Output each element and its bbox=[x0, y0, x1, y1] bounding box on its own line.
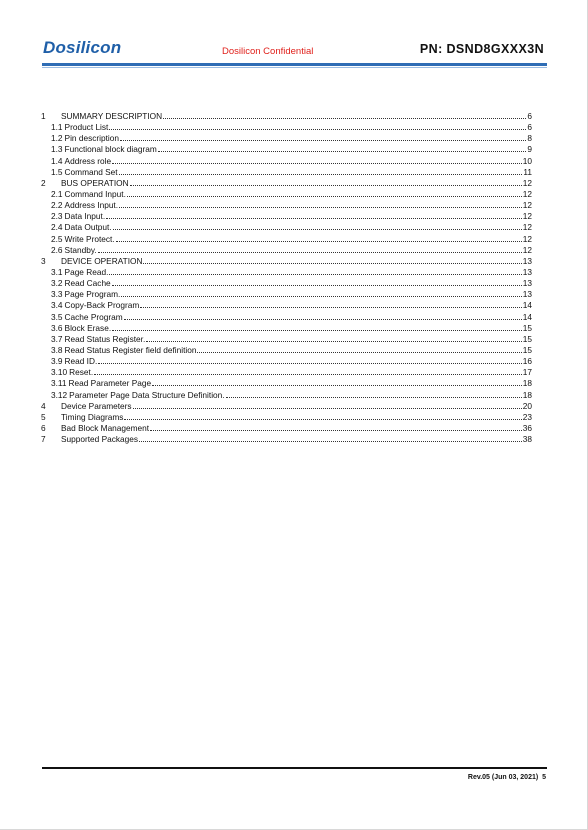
toc-leader-dots bbox=[146, 335, 522, 342]
toc-entry-page: 20 bbox=[522, 400, 532, 411]
toc-entry-number: 3.7 bbox=[51, 333, 63, 344]
toc-entry-page: 9 bbox=[527, 144, 532, 155]
toc-entry-title: Read ID. bbox=[64, 356, 98, 367]
toc-entry[interactable] bbox=[41, 267, 532, 278]
part-number: PN: DSND8GXXX3N bbox=[419, 42, 544, 56]
toc-leader-dots bbox=[98, 357, 521, 364]
toc-entry[interactable] bbox=[41, 144, 532, 155]
toc-entry-number: 3.8 bbox=[51, 344, 63, 355]
toc-entry-page: 38 bbox=[522, 434, 532, 445]
toc-leader-dots bbox=[139, 435, 522, 442]
toc-leader-dots bbox=[127, 190, 522, 197]
toc-leader-dots bbox=[124, 313, 522, 320]
toc-entry-title: Parameter Page Data Structure Definition. bbox=[69, 389, 225, 400]
toc-entry[interactable] bbox=[41, 189, 532, 200]
toc-entry-number: 3.10 bbox=[51, 367, 68, 378]
toc-entry[interactable] bbox=[41, 234, 532, 245]
toc-entry[interactable] bbox=[41, 367, 532, 378]
toc-entry-number: 4 bbox=[41, 400, 46, 411]
toc-entry-title: Address Input. bbox=[64, 200, 119, 211]
toc-entry-number: 2.4 bbox=[51, 222, 63, 233]
toc-leader-dots bbox=[140, 301, 522, 308]
toc-leader-dots bbox=[197, 346, 521, 353]
toc-entry-page: 14 bbox=[522, 311, 532, 322]
toc-entry-page: 12 bbox=[522, 211, 532, 222]
toc-entry-number: 1.2 bbox=[51, 133, 63, 144]
toc-entry-title: Device Parameters bbox=[61, 400, 132, 411]
toc-entry-number: 5 bbox=[41, 411, 46, 422]
toc-entry-number: 3.2 bbox=[51, 278, 63, 289]
toc-entry-title: SUMMARY DESCRIPTION bbox=[61, 111, 163, 121]
page-number: 5 bbox=[542, 774, 546, 781]
toc-entry-title: Write Protect. bbox=[64, 233, 115, 244]
toc-entry-page: 13 bbox=[522, 266, 532, 277]
toc-entry-number: 3.12 bbox=[51, 389, 68, 400]
toc-entry-title: Command Input. bbox=[64, 188, 126, 199]
toc-leader-dots bbox=[94, 368, 522, 375]
toc-leader-dots bbox=[119, 201, 522, 208]
toc-entry-number: 3 bbox=[41, 255, 46, 266]
toc-entry-number: 3.9 bbox=[51, 356, 63, 367]
toc-leader-dots bbox=[121, 290, 521, 297]
toc-entry-page: 16 bbox=[522, 356, 532, 367]
toc-entry[interactable] bbox=[41, 178, 532, 189]
toc-entry-page: 10 bbox=[522, 155, 532, 166]
toc-entry-title: Page Program. bbox=[64, 289, 121, 300]
toc-entry-number: 2.5 bbox=[51, 233, 63, 244]
toc-leader-dots bbox=[120, 134, 526, 141]
toc-entry-page: 12 bbox=[522, 244, 532, 255]
toc-entry-number: 2.6 bbox=[51, 244, 63, 255]
revision-label: Rev.05 (Jun 03, 2021) bbox=[467, 774, 539, 781]
toc-entry-number: 2.2 bbox=[51, 200, 63, 211]
toc-leader-dots bbox=[119, 168, 523, 175]
toc-entry-number: 3.3 bbox=[51, 289, 63, 300]
toc-entry-number: 1.1 bbox=[51, 122, 63, 133]
toc-entry-title: BUS OPERATION bbox=[61, 177, 129, 188]
toc-leader-dots bbox=[130, 179, 522, 186]
toc-leader-dots bbox=[106, 212, 522, 219]
toc-leader-dots bbox=[109, 123, 526, 130]
toc-entry-title: DEVICE OPERATION bbox=[61, 255, 143, 266]
toc-entry-title: Data Output. bbox=[64, 222, 112, 233]
toc-entry-title: Read Status Register field definition bbox=[64, 344, 197, 355]
toc-entry-page: 12 bbox=[522, 177, 532, 188]
footer-divider bbox=[42, 767, 547, 769]
toc-entry-number: 2 bbox=[41, 177, 46, 188]
toc-leader-dots bbox=[109, 268, 521, 275]
toc-entry-title: Functional block diagram bbox=[64, 144, 157, 155]
toc-entry-title: Read Cache bbox=[64, 278, 111, 289]
toc-entry[interactable] bbox=[41, 356, 532, 367]
toc-entry-title: Product List bbox=[64, 122, 109, 133]
toc-entry-title: Timing Diagrams bbox=[61, 411, 124, 422]
toc-entry[interactable] bbox=[41, 334, 532, 345]
toc-entry[interactable] bbox=[41, 289, 532, 300]
toc-entry[interactable] bbox=[41, 378, 532, 389]
toc-entry-page: 18 bbox=[522, 389, 532, 400]
toc-entry-number: 2.3 bbox=[51, 211, 63, 222]
toc-entry-page: 13 bbox=[522, 278, 532, 289]
toc-entry-page: 12 bbox=[522, 200, 532, 211]
toc-entry-title: Standby. bbox=[64, 244, 97, 255]
footer bbox=[468, 774, 546, 781]
header-divider-secondary bbox=[42, 67, 547, 68]
company-logo: Dosilicon bbox=[43, 38, 122, 57]
toc-entry[interactable] bbox=[41, 412, 532, 423]
toc-entry[interactable] bbox=[41, 323, 532, 334]
toc-leader-dots bbox=[133, 402, 522, 409]
toc-entry-title: Copy-Back Program bbox=[64, 300, 140, 311]
toc-entry-page: 8 bbox=[527, 133, 532, 144]
table-of-contents bbox=[41, 111, 532, 445]
toc-leader-dots bbox=[112, 157, 522, 164]
toc-entry-page: 6 bbox=[527, 122, 532, 133]
toc-leader-dots bbox=[158, 145, 527, 152]
toc-entry-title: Read Status Register. bbox=[64, 333, 146, 344]
toc-leader-dots bbox=[150, 424, 522, 431]
toc-entry-number: 3.5 bbox=[51, 311, 63, 322]
toc-leader-dots bbox=[143, 257, 521, 264]
toc-entry-number: 6 bbox=[41, 422, 46, 433]
toc-entry[interactable] bbox=[41, 401, 532, 412]
toc-entry[interactable] bbox=[41, 211, 532, 222]
toc-leader-dots bbox=[226, 391, 522, 398]
toc-entry-title: Data Input. bbox=[64, 211, 106, 222]
toc-entry[interactable] bbox=[41, 434, 532, 445]
toc-entry-number: 1 bbox=[41, 111, 46, 121]
toc-entry-page: 13 bbox=[522, 255, 532, 266]
toc-leader-dots bbox=[112, 324, 522, 331]
toc-entry-page: 6 bbox=[527, 111, 532, 121]
toc-entry[interactable] bbox=[41, 390, 532, 401]
toc-entry[interactable] bbox=[41, 200, 532, 211]
toc-leader-dots bbox=[163, 112, 526, 119]
toc-entry-page: 36 bbox=[522, 422, 532, 433]
toc-leader-dots bbox=[124, 413, 521, 420]
toc-entry[interactable] bbox=[41, 423, 532, 434]
toc-entry-page: 12 bbox=[522, 188, 532, 199]
toc-entry-page: 14 bbox=[522, 300, 532, 311]
toc-entry-title: Block Erase. bbox=[64, 322, 112, 333]
toc-entry-page: 12 bbox=[522, 233, 532, 244]
toc-entry[interactable] bbox=[41, 111, 532, 122]
toc-entry-number: 1.3 bbox=[51, 144, 63, 155]
toc-entry-page: 15 bbox=[522, 333, 532, 344]
toc-entry[interactable] bbox=[41, 122, 532, 133]
confidential-label: Dosilicon Confidential bbox=[222, 46, 314, 57]
toc-entry-page: 15 bbox=[522, 322, 532, 333]
toc-entry-title: Bad Block Management bbox=[61, 422, 150, 433]
toc-leader-dots bbox=[152, 379, 522, 386]
toc-leader-dots bbox=[116, 235, 522, 242]
toc-entry-number: 7 bbox=[41, 434, 46, 445]
toc-entry-number: 2.1 bbox=[51, 188, 63, 199]
toc-entry[interactable] bbox=[41, 312, 532, 323]
toc-entry[interactable] bbox=[41, 345, 532, 356]
toc-leader-dots bbox=[112, 279, 522, 286]
toc-entry[interactable] bbox=[41, 133, 532, 144]
toc-entry-number: 3.11 bbox=[51, 378, 67, 389]
toc-entry-page: 18 bbox=[522, 378, 532, 389]
toc-entry-title: Supported Packages bbox=[61, 434, 139, 445]
toc-leader-dots bbox=[113, 223, 522, 230]
toc-entry-title: Read Parameter Page bbox=[68, 378, 152, 389]
toc-entry-page: 11 bbox=[523, 166, 532, 177]
toc-entry-title: Cache Program bbox=[64, 311, 123, 322]
toc-entry[interactable] bbox=[41, 222, 532, 233]
toc-entry-number: 1.5 bbox=[51, 166, 63, 177]
toc-entry-page: 23 bbox=[522, 411, 532, 422]
toc-entry[interactable] bbox=[41, 156, 532, 167]
toc-entry-title: Pin description bbox=[64, 133, 119, 144]
toc-entry[interactable] bbox=[41, 278, 532, 289]
toc-entry-title: Page Read. bbox=[64, 266, 109, 277]
toc-entry[interactable] bbox=[41, 245, 532, 256]
toc-entry[interactable] bbox=[41, 167, 532, 178]
toc-entry-number: 3.6 bbox=[51, 322, 63, 333]
toc-entry-page: 12 bbox=[522, 222, 532, 233]
toc-entry-number: 3.4 bbox=[51, 300, 63, 311]
toc-entry-title: Address role bbox=[64, 155, 112, 166]
toc-entry-title: Command Set bbox=[64, 166, 118, 177]
toc-entry[interactable] bbox=[41, 300, 532, 311]
toc-entry-number: 1.4 bbox=[51, 155, 63, 166]
toc-leader-dots bbox=[98, 246, 522, 253]
toc-entry-title: Reset. bbox=[69, 367, 94, 378]
toc-entry-page: 17 bbox=[522, 367, 532, 378]
header-divider bbox=[42, 63, 547, 66]
toc-entry-number: 3.1 bbox=[51, 266, 63, 277]
toc-entry-page: 15 bbox=[522, 344, 532, 355]
toc-entry[interactable] bbox=[41, 256, 532, 267]
toc-entry-page: 13 bbox=[522, 289, 532, 300]
